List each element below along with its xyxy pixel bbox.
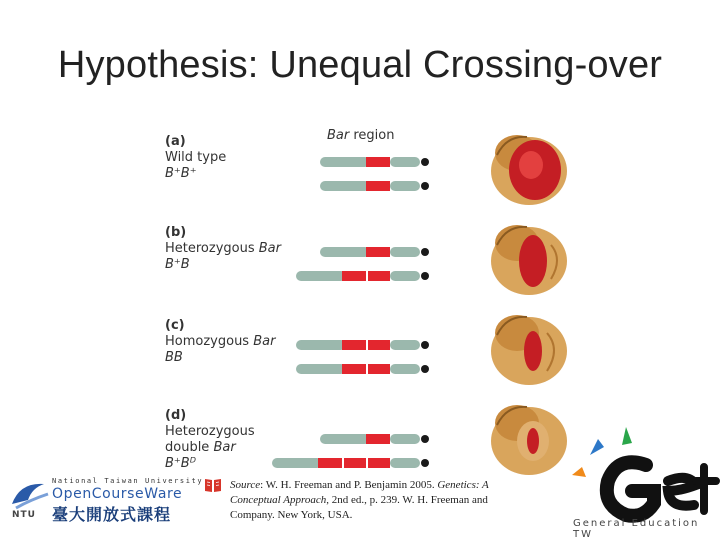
fly-head-heterozygous-bar-icon [487, 215, 573, 299]
chromosome-right-arm [390, 271, 420, 281]
ntu-ocw-en: OpenCourseWare [52, 486, 183, 502]
panel-a-genotype: B⁺B⁺ [165, 166, 197, 181]
bar-region-segment [366, 434, 390, 444]
chromosome-left-arm [272, 458, 322, 468]
centromere [421, 272, 429, 280]
bar-region-segment [318, 458, 342, 468]
book-icon [204, 477, 222, 493]
chromosome-right-arm [390, 434, 420, 444]
chromosome-p3-c0 [320, 434, 429, 444]
centromere [421, 158, 429, 166]
centromere [421, 435, 429, 443]
bar-region-segment [368, 458, 390, 468]
panel-b-genotype: B⁺B [165, 257, 190, 272]
bar-region-segment [342, 271, 366, 281]
bar-region-label-rest: region [349, 128, 395, 143]
panel-d-line2-italic: Bar [213, 440, 236, 455]
chromosome-left-arm [320, 247, 370, 257]
bar-region-segment [344, 458, 366, 468]
panel-c-line1-italic: Bar [253, 334, 276, 349]
panel-d-line2-text: double [165, 440, 214, 455]
get-subtitle: General Education TW [573, 518, 700, 540]
chromosome-p1-c0 [320, 247, 429, 257]
chromosome-p1-c1 [296, 271, 429, 281]
centromere [421, 182, 429, 190]
slide-title: Hypothesis: Unequal Crossing-over [57, 44, 663, 86]
bar-region-segment [342, 340, 366, 350]
source-citation [230, 478, 530, 523]
chromosome-right-arm [390, 364, 420, 374]
panel-d-letter: (d) [165, 408, 187, 423]
chromosome-left-arm [320, 181, 370, 191]
panel-c-genotype: BB [165, 350, 183, 365]
centromere [421, 459, 429, 467]
panel-b-letter: (b) [165, 225, 187, 240]
panel-c-letter: (c) [165, 318, 185, 333]
bar-region-segment [342, 364, 366, 374]
ntu-swoosh-icon [10, 478, 50, 512]
bar-region-segment [368, 340, 390, 350]
chromosome-left-arm [320, 157, 370, 167]
chromosome-p2-c1 [296, 364, 429, 374]
fly-head-double-bar-icon [487, 395, 573, 479]
panel-d-genotype: B⁺Bᴰ [165, 456, 197, 471]
chromosome-p0-c1 [320, 181, 429, 191]
panel-b-line1-italic: Bar [258, 241, 281, 256]
panel-a-line1: Wild type [165, 150, 227, 165]
centromere [421, 341, 429, 349]
chromosome-right-arm [390, 340, 420, 350]
chromosome-left-arm [296, 364, 346, 374]
chromosome-right-arm [390, 181, 420, 191]
bar-region-segment [366, 157, 390, 167]
bar-region-label-italic: Bar [327, 128, 350, 143]
chromosome-p0-c0 [320, 157, 429, 167]
chromosome-right-arm [390, 157, 420, 167]
chromosome-left-arm [296, 340, 346, 350]
bar-region-segment [366, 247, 390, 257]
source-label: Source [230, 479, 261, 491]
centromere [421, 365, 429, 373]
panel-b-line1-text: Heterozygous [165, 241, 259, 256]
ntu-abbr: NTU [12, 510, 36, 520]
panel-d-line1: Heterozygous [165, 424, 255, 439]
source-text-1: : W. H. Freeman and P. Benjamin 2005. [260, 479, 438, 491]
source-book-title: Genetics: A Conceptual Approach [230, 479, 489, 506]
chromosome-p3-c1 [272, 458, 429, 468]
fly-head-homozygous-bar-icon [487, 305, 573, 389]
chromosome-left-arm [296, 271, 346, 281]
bar-region-segment [366, 181, 390, 191]
ntu-ocw-zh: 臺大開放式課程 [52, 505, 172, 524]
ntu-name-en: National Taiwan University [52, 477, 204, 485]
bar-region-segment [368, 364, 390, 374]
source-text-2: , 2nd ed., p. 239. W. H. Freeman and Company. New York, USA. [230, 494, 488, 521]
bar-region-segment [368, 271, 390, 281]
panel-c-line1-text: Homozygous [165, 334, 254, 349]
chromosome-right-arm [390, 458, 420, 468]
centromere [421, 248, 429, 256]
fly-head-wild-type-icon [487, 125, 573, 209]
chromosome-p2-c0 [296, 340, 429, 350]
chromosome-left-arm [320, 434, 370, 444]
panel-a-letter: (a) [165, 134, 186, 149]
chromosome-right-arm [390, 247, 420, 257]
